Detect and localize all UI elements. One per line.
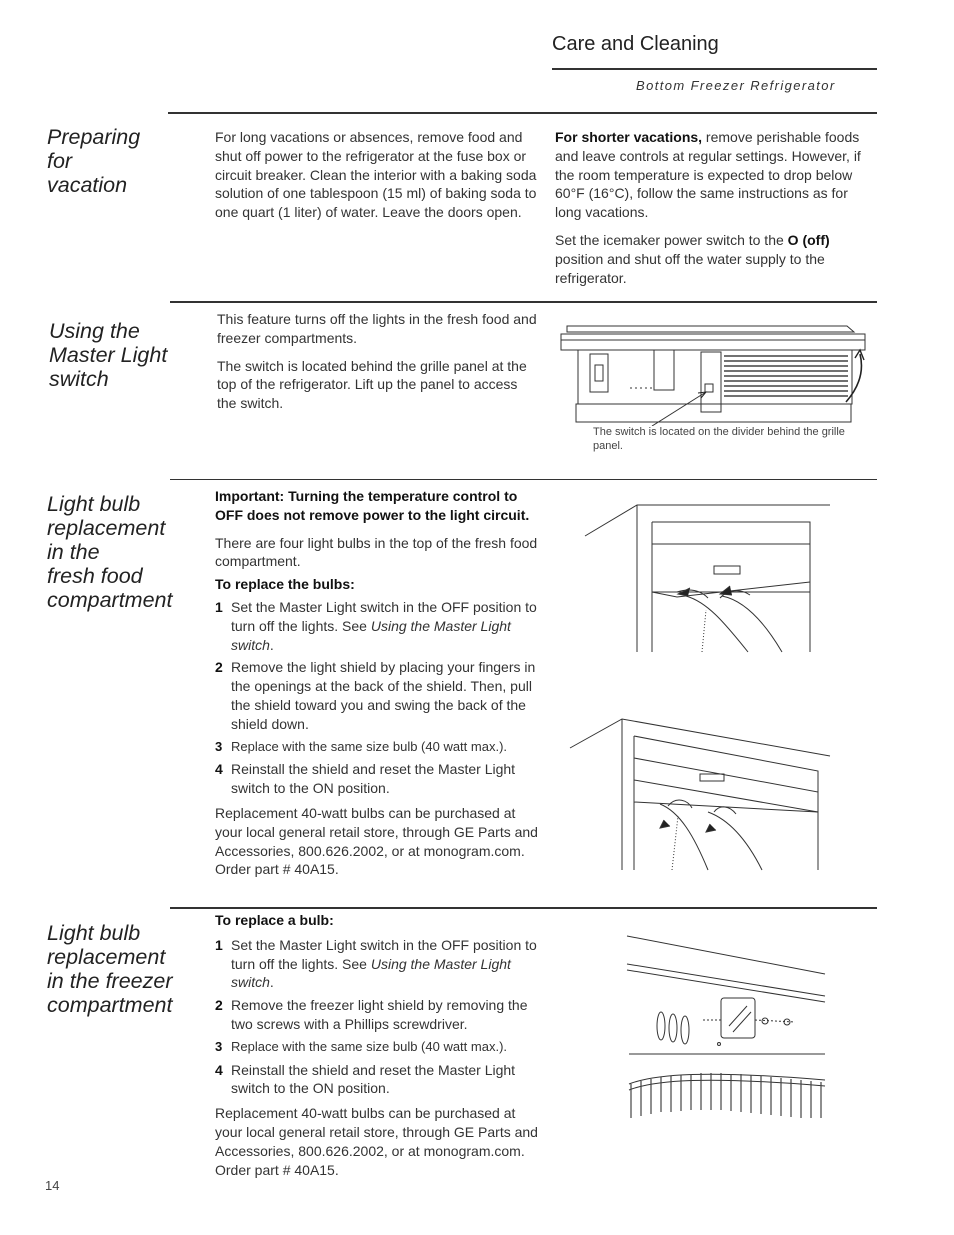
heading-freezer-bulb: Light bulb replacement in the freezer compartment	[47, 921, 173, 1017]
vacation-long-text: For long vacations or absences, remove food and shut off power to the refrigerator at the fuse box or circuit breaker. Clean the interior with a baking soda solution of one tablespoon (15 ml) of baking soda to one quart (1 liter) of water. Leave the doors open.	[215, 129, 537, 221]
vacation-short-text: For shorter vacations, remove perishable foods and leave controls at regular settings. However, if the room temperature is expected to drop below 60°F (16°C), follow the same instructions as for long vacations. Set the icemaker power switch to the O (off) position and shut off the water supply to the refrigerator.	[555, 129, 861, 286]
heading-fresh-food-bulb: Light bulb replacement in the fresh food compartment	[47, 492, 173, 612]
fresh-food-steps	[215, 598, 540, 798]
divider-master-light	[170, 301, 877, 303]
master-light-text: This feature turns off the lights in the fresh food and freezer compartments. The switch is located behind the grille panel at the top of the refrigerator. Lift up the panel to access the switch.	[217, 311, 537, 412]
header-rule	[552, 68, 877, 70]
master-light-illustration	[558, 322, 870, 426]
divider-fresh-food	[170, 479, 877, 480]
heading-master-light: Using the Master Light switch	[49, 319, 168, 391]
page-number: 14	[45, 1178, 60, 1193]
page-subtitle: Bottom Freezer Refrigerator	[636, 78, 836, 93]
list-item: 1 Set the Master Light switch in the OFF position to turn off the lights. See Using the Master Light switch.	[215, 936, 537, 991]
divider-freezer	[170, 907, 877, 909]
freezer-steps	[215, 936, 540, 1098]
master-light-caption: The switch is located on the divider behind the grille panel.	[593, 426, 845, 452]
list-item: 4 Reinstall the shield and reset the Master Light switch to the ON position.	[215, 1061, 516, 1097]
freezer-illustration	[625, 934, 827, 1120]
list-item: 2 Remove the freezer light shield by removing the two screws with a Phillips screwdriver.	[215, 997, 528, 1032]
divider-vacation	[168, 112, 877, 114]
list-item: 2 Remove the light shield by placing your fingers in the openings at the back of the shield. Then, pull the shield toward you and swing the back of the shield down.	[215, 659, 536, 732]
list-item: 3 Replace with the same size bulb (40 watt max.).	[215, 1038, 508, 1054]
list-item: 4 Reinstall the shield and reset the Master Light switch to the ON position.	[215, 761, 516, 797]
list-item: 1 Set the Master Light switch in the OFF position to turn off the lights. See Using the Master Light switch.	[215, 598, 537, 653]
heading-preparing-vacation: Preparing for vacation	[47, 125, 141, 197]
fresh-food-text: Important: Turning the temperature control to OFF does not remove power to the light circuit. There are four light bulbs in the top of the fresh food compartment. To replace the bulbs: 1 Set the Master Light switch in the OFF position to turn off the lights. See Using the Master Light switch. 2 Remove the light shield by placing your fingers in the openings at the back of the shield. Then, pull the shield toward you and swing the back of the shield down. 3 Replace with the same size bulb (40 watt max.). 4 Reinstall the shield and reset the Master Light switch to the ON position. Replacement 40-watt bulbs can be purchased at your local general retail store, through GE Parts and Accessories, 800.626.2002, or at monogram.com. Order part # 40A15.	[215, 487, 540, 888]
fresh-food-illustration-top	[582, 500, 832, 656]
freezer-text: To replace a bulb: 1 Set the Master Light switch in the OFF position to turn off the lights. See Using the Master Light switch. 2 Remove the freezer light shield by removing the two screws with a Phillips screwdriver. 3 Replace with the same size bulb (40 watt max.). 4 Reinstall the shield and reset the Master Light switch to the ON position. Replacement 40-watt bulbs can be purchased at your local general retail store, through GE Parts and Accessories, 800.626.2002, or at monogram.com. Order part # 40A15.	[215, 911, 540, 1188]
fresh-food-illustration-bottom	[568, 716, 832, 872]
list-item: 3 Replace with the same size bulb (40 watt max.).	[215, 738, 508, 754]
page-title: Care and Cleaning	[552, 33, 719, 55]
